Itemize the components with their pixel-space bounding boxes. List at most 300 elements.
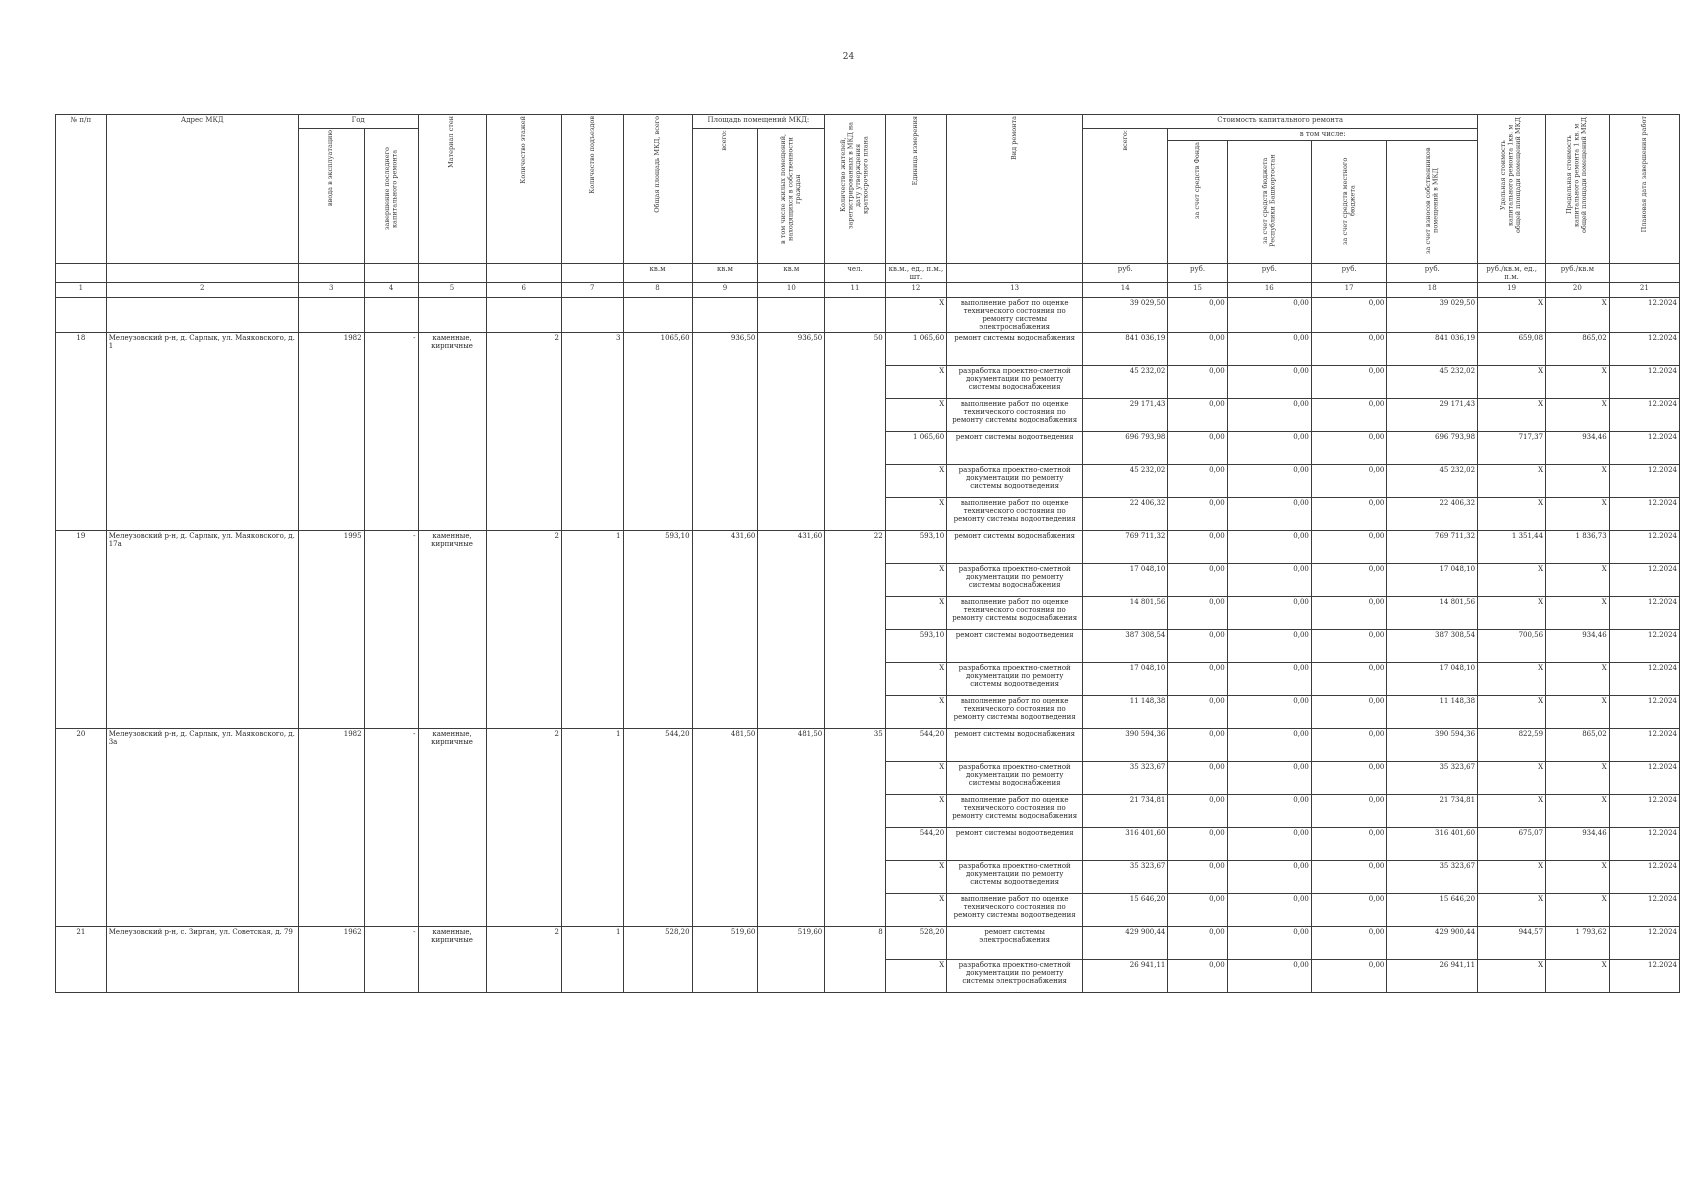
cell-residents: 22: [825, 531, 885, 729]
cell-max-cost: 934,46: [1546, 828, 1610, 861]
cell-owners: 45 232,02: [1387, 465, 1478, 498]
cell-republic: 0,00: [1227, 399, 1311, 432]
cell-cost-total: 841 036,19: [1083, 333, 1168, 366]
cell-cost-total: 45 232,02: [1083, 366, 1168, 399]
cell-work-type: ремонт системы водоотведения: [947, 828, 1083, 861]
cell-unit: X: [885, 762, 947, 795]
cell-unit-cost: X: [1478, 795, 1546, 828]
cell-address: Мелеузовский р-н, д. Сарлык, ул. Маяковского, д. 17а: [106, 531, 298, 729]
cell-area-res: 936,50: [758, 333, 825, 531]
cell-year-repair: [364, 298, 418, 333]
cell-fund: 0,00: [1168, 729, 1227, 762]
cell-unit-cost: 822,59: [1478, 729, 1546, 762]
cell-cost-total: 696 793,98: [1083, 432, 1168, 465]
cell-owners: 316 401,60: [1387, 828, 1478, 861]
cell-unit: X: [885, 861, 947, 894]
cell-unit: X: [885, 597, 947, 630]
units-row: [56, 264, 1680, 283]
cell-area-res: 431,60: [758, 531, 825, 729]
cell-republic: 0,00: [1227, 861, 1311, 894]
header-work-type: Вид ремонта: [947, 115, 1083, 264]
cell-cost-total: 429 900,44: [1083, 927, 1168, 960]
cell-residents: 35: [825, 729, 885, 927]
cell-local: 0,00: [1311, 630, 1387, 663]
cell-entrances: 1: [562, 927, 624, 993]
cell-unit: 593,10: [885, 531, 947, 564]
column-number: 20: [1546, 283, 1610, 298]
cell-year-built: [298, 298, 364, 333]
column-number: 18: [1387, 283, 1478, 298]
cell-unit-cost: 1 351,44: [1478, 531, 1546, 564]
cell-republic: 0,00: [1227, 366, 1311, 399]
column-number: 3: [298, 283, 364, 298]
cell-unit: X: [885, 663, 947, 696]
column-number: 11: [825, 283, 885, 298]
cell-area-all: 519,60: [692, 927, 758, 993]
cell-local: 0,00: [1311, 663, 1387, 696]
cell-cost-total: 390 594,36: [1083, 729, 1168, 762]
cell-fund: 0,00: [1168, 696, 1227, 729]
unit-cell: [56, 264, 107, 283]
cell-year-built: 1995: [298, 531, 364, 729]
cell-year-built: 1982: [298, 729, 364, 927]
cell-unit-cost: X: [1478, 696, 1546, 729]
cell-cost-total: 316 401,60: [1083, 828, 1168, 861]
cell-max-cost: 1 836,73: [1546, 531, 1610, 564]
cell-floors: 2: [486, 531, 562, 729]
cell-deadline: 12.2024: [1609, 762, 1679, 795]
cell-republic: 0,00: [1227, 597, 1311, 630]
cell-year-repair: -: [364, 927, 418, 993]
cell-deadline: 12.2024: [1609, 696, 1679, 729]
cell-max-cost: X: [1546, 795, 1610, 828]
cell-unit-cost: X: [1478, 298, 1546, 333]
cell-fund: 0,00: [1168, 531, 1227, 564]
cell-unit-cost: 659,08: [1478, 333, 1546, 366]
cell-max-cost: 865,02: [1546, 729, 1610, 762]
cell-deadline: 12.2024: [1609, 828, 1679, 861]
table-row: [56, 333, 1680, 366]
cell-fund: 0,00: [1168, 861, 1227, 894]
cell-owners: 11 148,38: [1387, 696, 1478, 729]
cell-fund: 0,00: [1168, 465, 1227, 498]
cell-residents: 8: [825, 927, 885, 993]
column-number: 4: [364, 283, 418, 298]
cell-max-cost: X: [1546, 762, 1610, 795]
cell-max-cost: X: [1546, 696, 1610, 729]
cell-owners: 35 323,67: [1387, 861, 1478, 894]
cell-unit: 1 065,60: [885, 432, 947, 465]
cell-max-cost: X: [1546, 366, 1610, 399]
table-body: [56, 298, 1680, 993]
cell-local: 0,00: [1311, 927, 1387, 960]
header-deadline: Плановая дата завершения работ: [1609, 115, 1679, 264]
cell-no: [56, 298, 107, 333]
column-number: 6: [486, 283, 562, 298]
cell-unit-cost: X: [1478, 498, 1546, 531]
cell-republic: 0,00: [1227, 663, 1311, 696]
cell-area-res: 481,50: [758, 729, 825, 927]
header-cost-incl: в том числе:: [1168, 129, 1478, 141]
column-number: 5: [418, 283, 486, 298]
cell-owners: 841 036,19: [1387, 333, 1478, 366]
column-number: 8: [623, 283, 692, 298]
cell-local: 0,00: [1311, 861, 1387, 894]
cell-work-type: выполнение работ по оценке технического состояния по ремонту системы водоснабжения: [947, 597, 1083, 630]
cell-entrances: 1: [562, 531, 624, 729]
cell-unit-cost: X: [1478, 960, 1546, 993]
column-number: 7: [562, 283, 624, 298]
cell-total-area: [623, 298, 692, 333]
cell-fund: 0,00: [1168, 762, 1227, 795]
cell-max-cost: X: [1546, 498, 1610, 531]
header-premises-group: Площадь помещений МКД:: [692, 115, 825, 129]
table-row: [56, 531, 1680, 564]
cell-material: [418, 298, 486, 333]
unit-cell: руб.: [1387, 264, 1478, 283]
cell-unit: X: [885, 696, 947, 729]
column-number: 21: [1609, 283, 1679, 298]
cell-address: Мелеузовский р-н, д. Сарлык, ул. Маяковского, д. 1: [106, 333, 298, 531]
cell-local: 0,00: [1311, 762, 1387, 795]
unit-cell: руб.: [1311, 264, 1387, 283]
cell-owners: 17 048,10: [1387, 564, 1478, 597]
cell-owners: 15 646,20: [1387, 894, 1478, 927]
cell-no: 18: [56, 333, 107, 531]
cell-owners: 387 308,54: [1387, 630, 1478, 663]
cell-no: 21: [56, 927, 107, 993]
cell-work-type: разработка проектно-сметной документации по ремонту системы водоотведения: [947, 861, 1083, 894]
cell-owners: 390 594,36: [1387, 729, 1478, 762]
cell-deadline: 12.2024: [1609, 531, 1679, 564]
cell-owners: 21 734,81: [1387, 795, 1478, 828]
cell-max-cost: 1 793,62: [1546, 927, 1610, 960]
cell-republic: 0,00: [1227, 564, 1311, 597]
cell-republic: 0,00: [1227, 531, 1311, 564]
cell-owners: 39 029,50: [1387, 298, 1478, 333]
cell-republic: 0,00: [1227, 729, 1311, 762]
column-number: 10: [758, 283, 825, 298]
header-unit: Единица измерения: [885, 115, 947, 264]
cell-local: 0,00: [1311, 498, 1387, 531]
cell-fund: 0,00: [1168, 366, 1227, 399]
cell-max-cost: 934,46: [1546, 432, 1610, 465]
cell-owners: 22 406,32: [1387, 498, 1478, 531]
cell-area-res: [758, 298, 825, 333]
cell-cost-total: 21 734,81: [1083, 795, 1168, 828]
cell-owners: 45 232,02: [1387, 366, 1478, 399]
cell-work-type: ремонт системы водоснабжения: [947, 531, 1083, 564]
cell-max-cost: X: [1546, 465, 1610, 498]
cell-cost-total: 17 048,10: [1083, 663, 1168, 696]
cell-year-repair: -: [364, 729, 418, 927]
cell-republic: 0,00: [1227, 960, 1311, 993]
header-fund: за счет средств Фонда: [1168, 141, 1227, 264]
cell-floors: 2: [486, 333, 562, 531]
cell-cost-total: 35 323,67: [1083, 861, 1168, 894]
column-number: 15: [1168, 283, 1227, 298]
cell-local: 0,00: [1311, 894, 1387, 927]
header-cost-total: всего:: [1083, 129, 1168, 264]
cell-republic: 0,00: [1227, 432, 1311, 465]
cell-republic: 0,00: [1227, 828, 1311, 861]
cell-cost-total: 35 323,67: [1083, 762, 1168, 795]
cell-republic: 0,00: [1227, 630, 1311, 663]
unit-cell: [1609, 264, 1679, 283]
cell-cost-total: 45 232,02: [1083, 465, 1168, 498]
unit-cell: [418, 264, 486, 283]
cell-work-type: разработка проектно-сметной документации по ремонту системы водоотведения: [947, 465, 1083, 498]
cell-republic: 0,00: [1227, 762, 1311, 795]
cell-cost-total: 26 941,11: [1083, 960, 1168, 993]
cell-local: 0,00: [1311, 366, 1387, 399]
cell-local: 0,00: [1311, 333, 1387, 366]
column-number: 1: [56, 283, 107, 298]
cell-owners: 35 323,67: [1387, 762, 1478, 795]
header-republic: за счет средств бюджета Республики Башкортостан: [1227, 141, 1311, 264]
header-max-cost: Предельная стоимость капитального ремонта 1 кв. м общей площади помещений МКД: [1546, 115, 1610, 264]
cell-cost-total: 29 171,43: [1083, 399, 1168, 432]
cell-work-type: выполнение работ по оценке технического состояния по ремонту системы водоотведения: [947, 498, 1083, 531]
cell-area-res: 519,60: [758, 927, 825, 993]
cell-deadline: 12.2024: [1609, 498, 1679, 531]
cell-area-all: 936,50: [692, 333, 758, 531]
cell-unit: X: [885, 894, 947, 927]
cell-deadline: 12.2024: [1609, 432, 1679, 465]
column-number: 9: [692, 283, 758, 298]
cell-fund: 0,00: [1168, 399, 1227, 432]
cell-owners: 14 801,56: [1387, 597, 1478, 630]
column-number: 12: [885, 283, 947, 298]
cell-owners: 29 171,43: [1387, 399, 1478, 432]
cell-unit: X: [885, 366, 947, 399]
cell-total-area: 544,20: [623, 729, 692, 927]
cell-deadline: 12.2024: [1609, 465, 1679, 498]
cell-max-cost: X: [1546, 894, 1610, 927]
cell-entrances: 3: [562, 333, 624, 531]
cell-local: 0,00: [1311, 531, 1387, 564]
cell-local: 0,00: [1311, 564, 1387, 597]
cell-cost-total: 22 406,32: [1083, 498, 1168, 531]
cell-deadline: 12.2024: [1609, 366, 1679, 399]
cell-unit-cost: X: [1478, 663, 1546, 696]
cell-deadline: 12.2024: [1609, 894, 1679, 927]
header-year-group: Год: [298, 115, 418, 129]
cell-deadline: 12.2024: [1609, 663, 1679, 696]
cell-work-type: разработка проектно-сметной документации по ремонту системы водоснабжения: [947, 762, 1083, 795]
cell-work-type: ремонт системы водоотведения: [947, 432, 1083, 465]
cell-max-cost: X: [1546, 663, 1610, 696]
unit-cell: [486, 264, 562, 283]
cell-unit: 528,20: [885, 927, 947, 960]
cell-deadline: 12.2024: [1609, 927, 1679, 960]
cell-local: 0,00: [1311, 298, 1387, 333]
cell-unit-cost: 675,07: [1478, 828, 1546, 861]
cell-unit-cost: X: [1478, 597, 1546, 630]
cell-max-cost: 865,02: [1546, 333, 1610, 366]
cell-unit: 544,20: [885, 828, 947, 861]
cell-max-cost: X: [1546, 399, 1610, 432]
cell-max-cost: X: [1546, 597, 1610, 630]
cell-deadline: 12.2024: [1609, 333, 1679, 366]
unit-cell: руб.: [1168, 264, 1227, 283]
cell-local: 0,00: [1311, 399, 1387, 432]
cell-material: каменные, кирпичные: [418, 333, 486, 531]
header-year-repair: завершение последнего капитального ремонта: [364, 129, 418, 264]
cell-unit: 544,20: [885, 729, 947, 762]
cell-entrances: 1: [562, 729, 624, 927]
cell-no: 20: [56, 729, 107, 927]
cell-work-type: разработка проектно-сметной документации по ремонту системы водоотведения: [947, 663, 1083, 696]
cell-fund: 0,00: [1168, 828, 1227, 861]
unit-cell: [947, 264, 1083, 283]
cell-deadline: 12.2024: [1609, 795, 1679, 828]
cell-local: 0,00: [1311, 960, 1387, 993]
cell-fund: 0,00: [1168, 597, 1227, 630]
cell-unit-cost: 700,56: [1478, 630, 1546, 663]
cell-deadline: 12.2024: [1609, 564, 1679, 597]
unit-cell: руб./кв.м, ед., п.м.: [1478, 264, 1546, 283]
header-address: Адрес МКД: [106, 115, 298, 264]
cell-year-built: 1982: [298, 333, 364, 531]
unit-cell: кв.м: [692, 264, 758, 283]
header-total-area: Общая площадь МКД, всего: [623, 115, 692, 264]
cell-residents: 50: [825, 333, 885, 531]
header-cost-group: Стоимость капитального ремонта: [1083, 115, 1478, 129]
cell-fund: 0,00: [1168, 663, 1227, 696]
column-numbers-row: [56, 283, 1680, 298]
cell-unit: X: [885, 498, 947, 531]
cell-fund: 0,00: [1168, 432, 1227, 465]
cell-work-type: выполнение работ по оценке технического состояния по ремонту системы электроснабжения: [947, 298, 1083, 333]
column-number: 13: [947, 283, 1083, 298]
cell-address: Мелеузовский р-н, с. Зирган, ул. Советская, д. 79: [106, 927, 298, 993]
cell-local: 0,00: [1311, 828, 1387, 861]
cell-material: каменные, кирпичные: [418, 531, 486, 729]
unit-cell: [562, 264, 624, 283]
cell-cost-total: 14 801,56: [1083, 597, 1168, 630]
cell-unit: X: [885, 795, 947, 828]
cell-total-area: 1065,60: [623, 333, 692, 531]
cell-work-type: ремонт системы водоснабжения: [947, 333, 1083, 366]
header-unit-cost: Удельная стоимость капитального ремонта 1кв. м общей площади помещений МКД: [1478, 115, 1546, 264]
cell-unit-cost: X: [1478, 465, 1546, 498]
cell-fund: 0,00: [1168, 795, 1227, 828]
cell-work-type: ремонт системы электроснабжения: [947, 927, 1083, 960]
repair-plan-sheet: [55, 114, 1680, 1084]
cell-fund: 0,00: [1168, 298, 1227, 333]
cell-cost-total: 11 148,38: [1083, 696, 1168, 729]
header-no: № п/п: [56, 115, 107, 264]
cell-fund: 0,00: [1168, 894, 1227, 927]
cell-republic: 0,00: [1227, 465, 1311, 498]
cell-owners: 17 048,10: [1387, 663, 1478, 696]
cell-owners: 429 900,44: [1387, 927, 1478, 960]
unit-cell: руб./кв.м: [1546, 264, 1610, 283]
cell-fund: 0,00: [1168, 333, 1227, 366]
column-number: 19: [1478, 283, 1546, 298]
cell-local: 0,00: [1311, 696, 1387, 729]
cell-area-all: [692, 298, 758, 333]
cell-address: Мелеузовский р-н, д. Сарлык, ул. Маяковского, д. 3а: [106, 729, 298, 927]
repair-plan-table: [55, 114, 1680, 993]
cell-address: [106, 298, 298, 333]
header-floors: Количество этажей: [486, 115, 562, 264]
header-residents: Количество жителей, зарегистрированных в МКД на дату утверждения краткосрочного плана: [825, 115, 885, 264]
cell-work-type: выполнение работ по оценке технического состояния по ремонту системы водоснабжения: [947, 795, 1083, 828]
cell-year-repair: -: [364, 531, 418, 729]
cell-unit-cost: X: [1478, 861, 1546, 894]
cell-max-cost: X: [1546, 298, 1610, 333]
cell-republic: 0,00: [1227, 894, 1311, 927]
unit-cell: [364, 264, 418, 283]
cell-unit: X: [885, 298, 947, 333]
header-entrances: Количество подъездов: [562, 115, 624, 264]
cell-deadline: 12.2024: [1609, 960, 1679, 993]
cell-material: каменные, кирпичные: [418, 927, 486, 993]
cell-cost-total: 15 646,20: [1083, 894, 1168, 927]
cell-area-all: 431,60: [692, 531, 758, 729]
cell-max-cost: X: [1546, 861, 1610, 894]
cell-unit: 593,10: [885, 630, 947, 663]
cell-year-built: 1962: [298, 927, 364, 993]
cell-owners: 769 711,32: [1387, 531, 1478, 564]
cell-deadline: 12.2024: [1609, 729, 1679, 762]
unit-cell: кв.м: [623, 264, 692, 283]
header-year-built: ввода в эксплуатацию: [298, 129, 364, 264]
cell-work-type: разработка проектно-сметной документации по ремонту системы электроснабжения: [947, 960, 1083, 993]
table-row: [56, 927, 1680, 960]
cell-work-type: выполнение работ по оценке технического состояния по ремонту системы водоотведения: [947, 696, 1083, 729]
cell-work-type: ремонт системы водоснабжения: [947, 729, 1083, 762]
cell-unit-cost: X: [1478, 366, 1546, 399]
cell-material: каменные, кирпичные: [418, 729, 486, 927]
cell-fund: 0,00: [1168, 960, 1227, 993]
cell-deadline: 12.2024: [1609, 298, 1679, 333]
cell-unit-cost: X: [1478, 894, 1546, 927]
cell-owners: 696 793,98: [1387, 432, 1478, 465]
cell-entrances: [562, 298, 624, 333]
cell-cost-total: 769 711,32: [1083, 531, 1168, 564]
cell-republic: 0,00: [1227, 696, 1311, 729]
cell-area-all: 481,50: [692, 729, 758, 927]
cell-local: 0,00: [1311, 729, 1387, 762]
cell-local: 0,00: [1311, 432, 1387, 465]
cell-residents: [825, 298, 885, 333]
table-row: [56, 298, 1680, 333]
cell-year-repair: -: [364, 333, 418, 531]
cell-unit: X: [885, 564, 947, 597]
column-number: 17: [1311, 283, 1387, 298]
cell-total-area: 528,20: [623, 927, 692, 993]
cell-fund: 0,00: [1168, 498, 1227, 531]
cell-cost-total: 17 048,10: [1083, 564, 1168, 597]
unit-cell: кв.м., ед., п.м., шт.: [885, 264, 947, 283]
unit-cell: [106, 264, 298, 283]
cell-max-cost: X: [1546, 564, 1610, 597]
cell-unit-cost: X: [1478, 399, 1546, 432]
cell-work-type: выполнение работ по оценке технического состояния по ремонту системы водоотведения: [947, 894, 1083, 927]
cell-republic: 0,00: [1227, 333, 1311, 366]
cell-unit: X: [885, 960, 947, 993]
cell-local: 0,00: [1311, 465, 1387, 498]
header-local: за счет средств местного бюджета: [1311, 141, 1387, 264]
cell-max-cost: X: [1546, 960, 1610, 993]
header-owners: за счет взносов собственников помещений в МКД: [1387, 141, 1478, 264]
column-number: 16: [1227, 283, 1311, 298]
header-area-residents: в том числе жилых помещений, находящихся в собственности граждан: [758, 129, 825, 264]
cell-floors: 2: [486, 729, 562, 927]
